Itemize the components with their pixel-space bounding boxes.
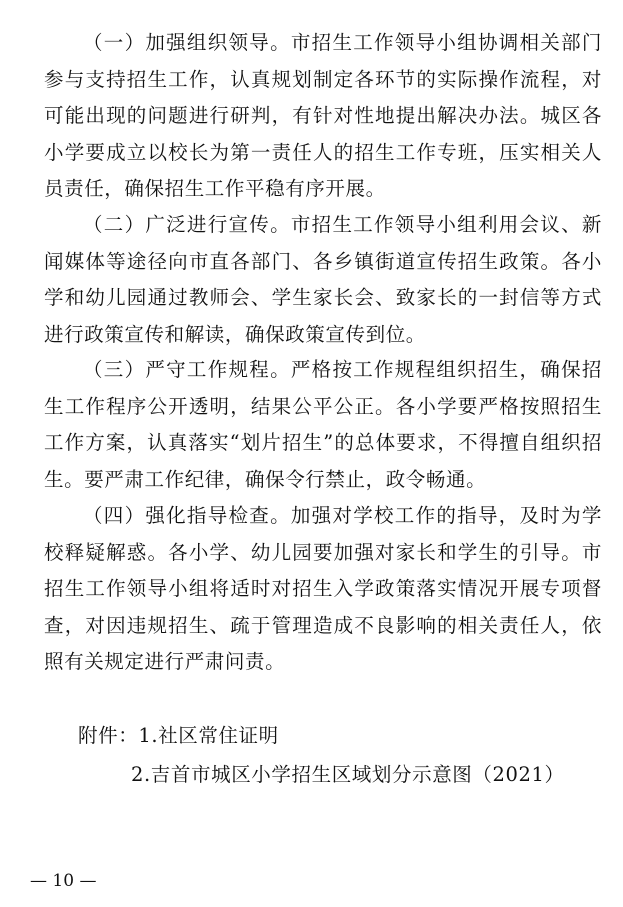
section-3-work-procedures: （三）严守工作规程。严格按工作规程组织招生，确保招生工作程序公开透明，结果公平公正。各小学要严格按照招生工作方案，认真落实“划片招生”的总体要求，不得擅自组织招生。要严肃工作纪律，确保令行禁止，政令畅通。 xyxy=(44,358,602,491)
section-1-organization-leadership: （一）加强组织领导。市招生工作领导小组协调相关部门参与支持招生工作，认真规划制定各环节的实际操作流程，对可能出现的问题进行研判，有针对性地提出解决办法。城区各小学要成立以校长为第一责任人的招生工作专班，压实相关人员责任，确保招生工作平稳有序开展。 xyxy=(44,31,602,200)
section-4-guidance-inspection: （四）强化指导检查。加强对学校工作的指导，及时为学校释疑解惑。各小学、幼儿园要加强对家长和学生的引导。市招生工作领导小组将适时对招生入学政策落实情况开展专项督查，对因违规招生、疏于管理造成不良影响的相关责任人，依照有关规定进行严肃问责。 xyxy=(44,504,602,673)
attachment-item-1: 1.社区常住证明 xyxy=(138,724,279,747)
page-number: — 10 — xyxy=(30,871,97,891)
attachments-label: 附件： xyxy=(78,724,139,747)
attachments-first-line xyxy=(78,718,279,754)
attachment-item-2: 2.吉首市城区小学招生区域划分示意图（2021） xyxy=(131,763,565,786)
section-2-publicity: （二）广泛进行宣传。市招生工作领导小组利用会议、新闻媒体等途径向市直各部门、各乡镇街道宣传招生政策。各小学和幼儿园通过教师会、学生家长会、致家长的一封信等方式进行政策宣传和解读，确保政策宣传到位。 xyxy=(44,213,602,346)
